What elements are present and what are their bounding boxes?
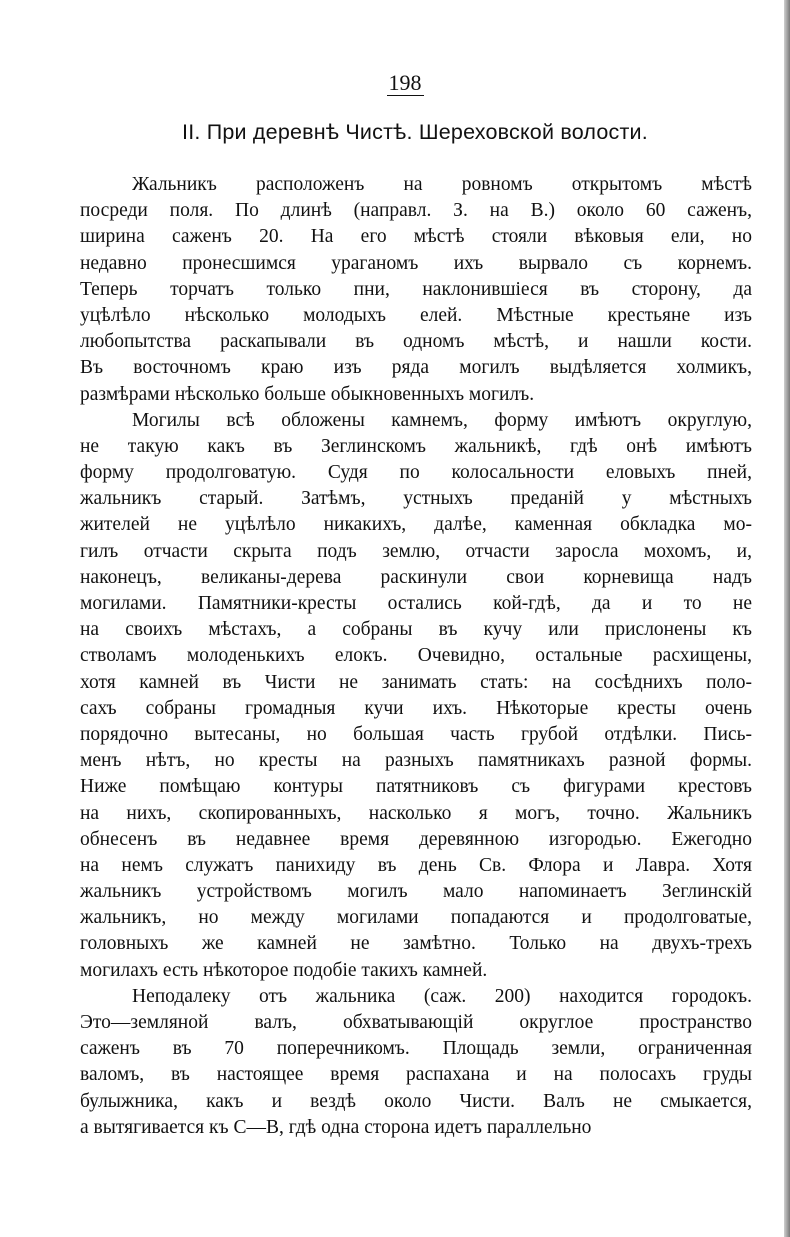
body-text [80,172,752,1141]
text-line: гилъ отчасти скрыта подъ землю, отчасти заросла мохомъ, и, [80,540,752,562]
text-line: саженъ въ 70 поперечникомъ. Площадь земли, ограниченная [80,1038,752,1060]
text-line: жителей не уцѣлѣло никакихъ, далѣе, каменная обкладка мо- [80,514,752,536]
text-line: Въ восточномъ краю изъ ряда могилъ выдѣляется холмикъ, [80,357,752,379]
text-line: недавно пронесшимся ураганомъ ихъ вырвало съ корнемъ. [80,252,752,274]
text-line: обнесенъ въ недавнее время деревянною изгородью. Ежегодно [80,828,752,850]
paragraph [80,408,752,984]
text-line: любопытства раскапывали въ одномъ мѣстѣ, и нашли кости. [80,331,752,353]
text-line: Могилы всѣ обложены камнемъ, форму имѣютъ округлую, [132,409,752,431]
text-line: могилахъ есть нѣкоторое подобіе такихъ камней. [80,959,488,981]
paragraph [80,984,752,1141]
text-line: на немъ служатъ панихиду въ день Св. Флора и Лавра. Хотя [80,854,752,876]
text-line: не такую какъ въ Зеглинскомъ жальникѣ, гдѣ онѣ имѣютъ [80,435,752,457]
text-line: Жальникъ расположенъ на ровномъ открытомъ мѣстѣ [132,174,752,195]
text-line: хотя камней въ Чисти не занимать стать: на сосѣднихъ поло- [80,671,752,693]
text-line: посреди поля. По длинѣ (направл. З. на В.) около 60 саженъ, [80,200,752,222]
text-line: размѣрами нѣсколько больше обыкновенныхъ могилъ. [80,383,535,405]
page-edge-shadow [784,0,790,1237]
page-number [0,70,790,96]
section-heading: II. При деревнѣ Чистѣ. Шереховской волости. [182,120,648,144]
text-line: Неподалеку отъ жальника (саж. 200) находится городокъ. [132,985,752,1007]
text-line: уцѣлѣло нѣсколько молодыхъ елей. Мѣстные крестьяне изъ [80,304,752,326]
text-line: жальникъ, но между могилами попадаются и продолговатые, [80,907,752,929]
text-line: а вытягивается къ С—В, гдѣ одна сторона идетъ параллельно [80,1116,592,1138]
text-line: форму продолговатую. Судя по колосальности еловыхъ пней, [80,462,752,484]
text-line: Теперь торчатъ только пни, наклонившіеся въ сторону, да [80,278,752,300]
text-line: сахъ собраны громадныя кучи ихъ. Нѣкоторые кресты очень [80,697,752,719]
text-line: порядочно вытесаны, но большая часть грубой отдѣлки. Пись- [80,723,752,745]
text-line: менъ нѣтъ, но кресты на разныхъ памятникахъ разной формы. [80,750,752,772]
text-line: валомъ, въ настоящее время распахана и на полосахъ груды [80,1064,752,1086]
text-line: могилами. Памятники-кресты остались кой-гдѣ, да и то не [80,593,752,614]
text-line: булыжника, какъ и вездѣ около Чисти. Валъ не смыкается, [80,1090,752,1112]
text-line: на нихъ, скопированныхъ, насколько я могъ, точно. Жальникъ [80,802,752,824]
page-number-text: 198 [388,70,422,95]
text-line: жальникъ старый. Затѣмъ, устныхъ преданій у мѣстныхъ [80,488,752,510]
paragraph [80,172,752,408]
text-line: наконецъ, великаны-дерева раскинули свои корневища надъ [80,566,752,588]
text-line: жальникъ устройствомъ могилъ мало напоминаетъ Зеглинскій [80,881,752,903]
text-line: стволамъ молоденькихъ елокъ. Очевидно, остальные расхищены, [80,645,752,667]
text-line: головныхъ же камней не замѣтно. Только на двухъ-трехъ [80,933,752,955]
text-line: на своихъ мѣстахъ, а собраны въ кучу или прислонены къ [80,619,752,641]
text-line: Ниже помѣщаю контуры патятниковъ съ фигурами крестовъ [80,776,752,798]
text-line: ширина саженъ 20. На его мѣстѣ стояли вѣковыя ели, но [80,226,752,248]
text-line: Это—земляной валъ, обхватывающій округлое пространство [80,1012,752,1033]
